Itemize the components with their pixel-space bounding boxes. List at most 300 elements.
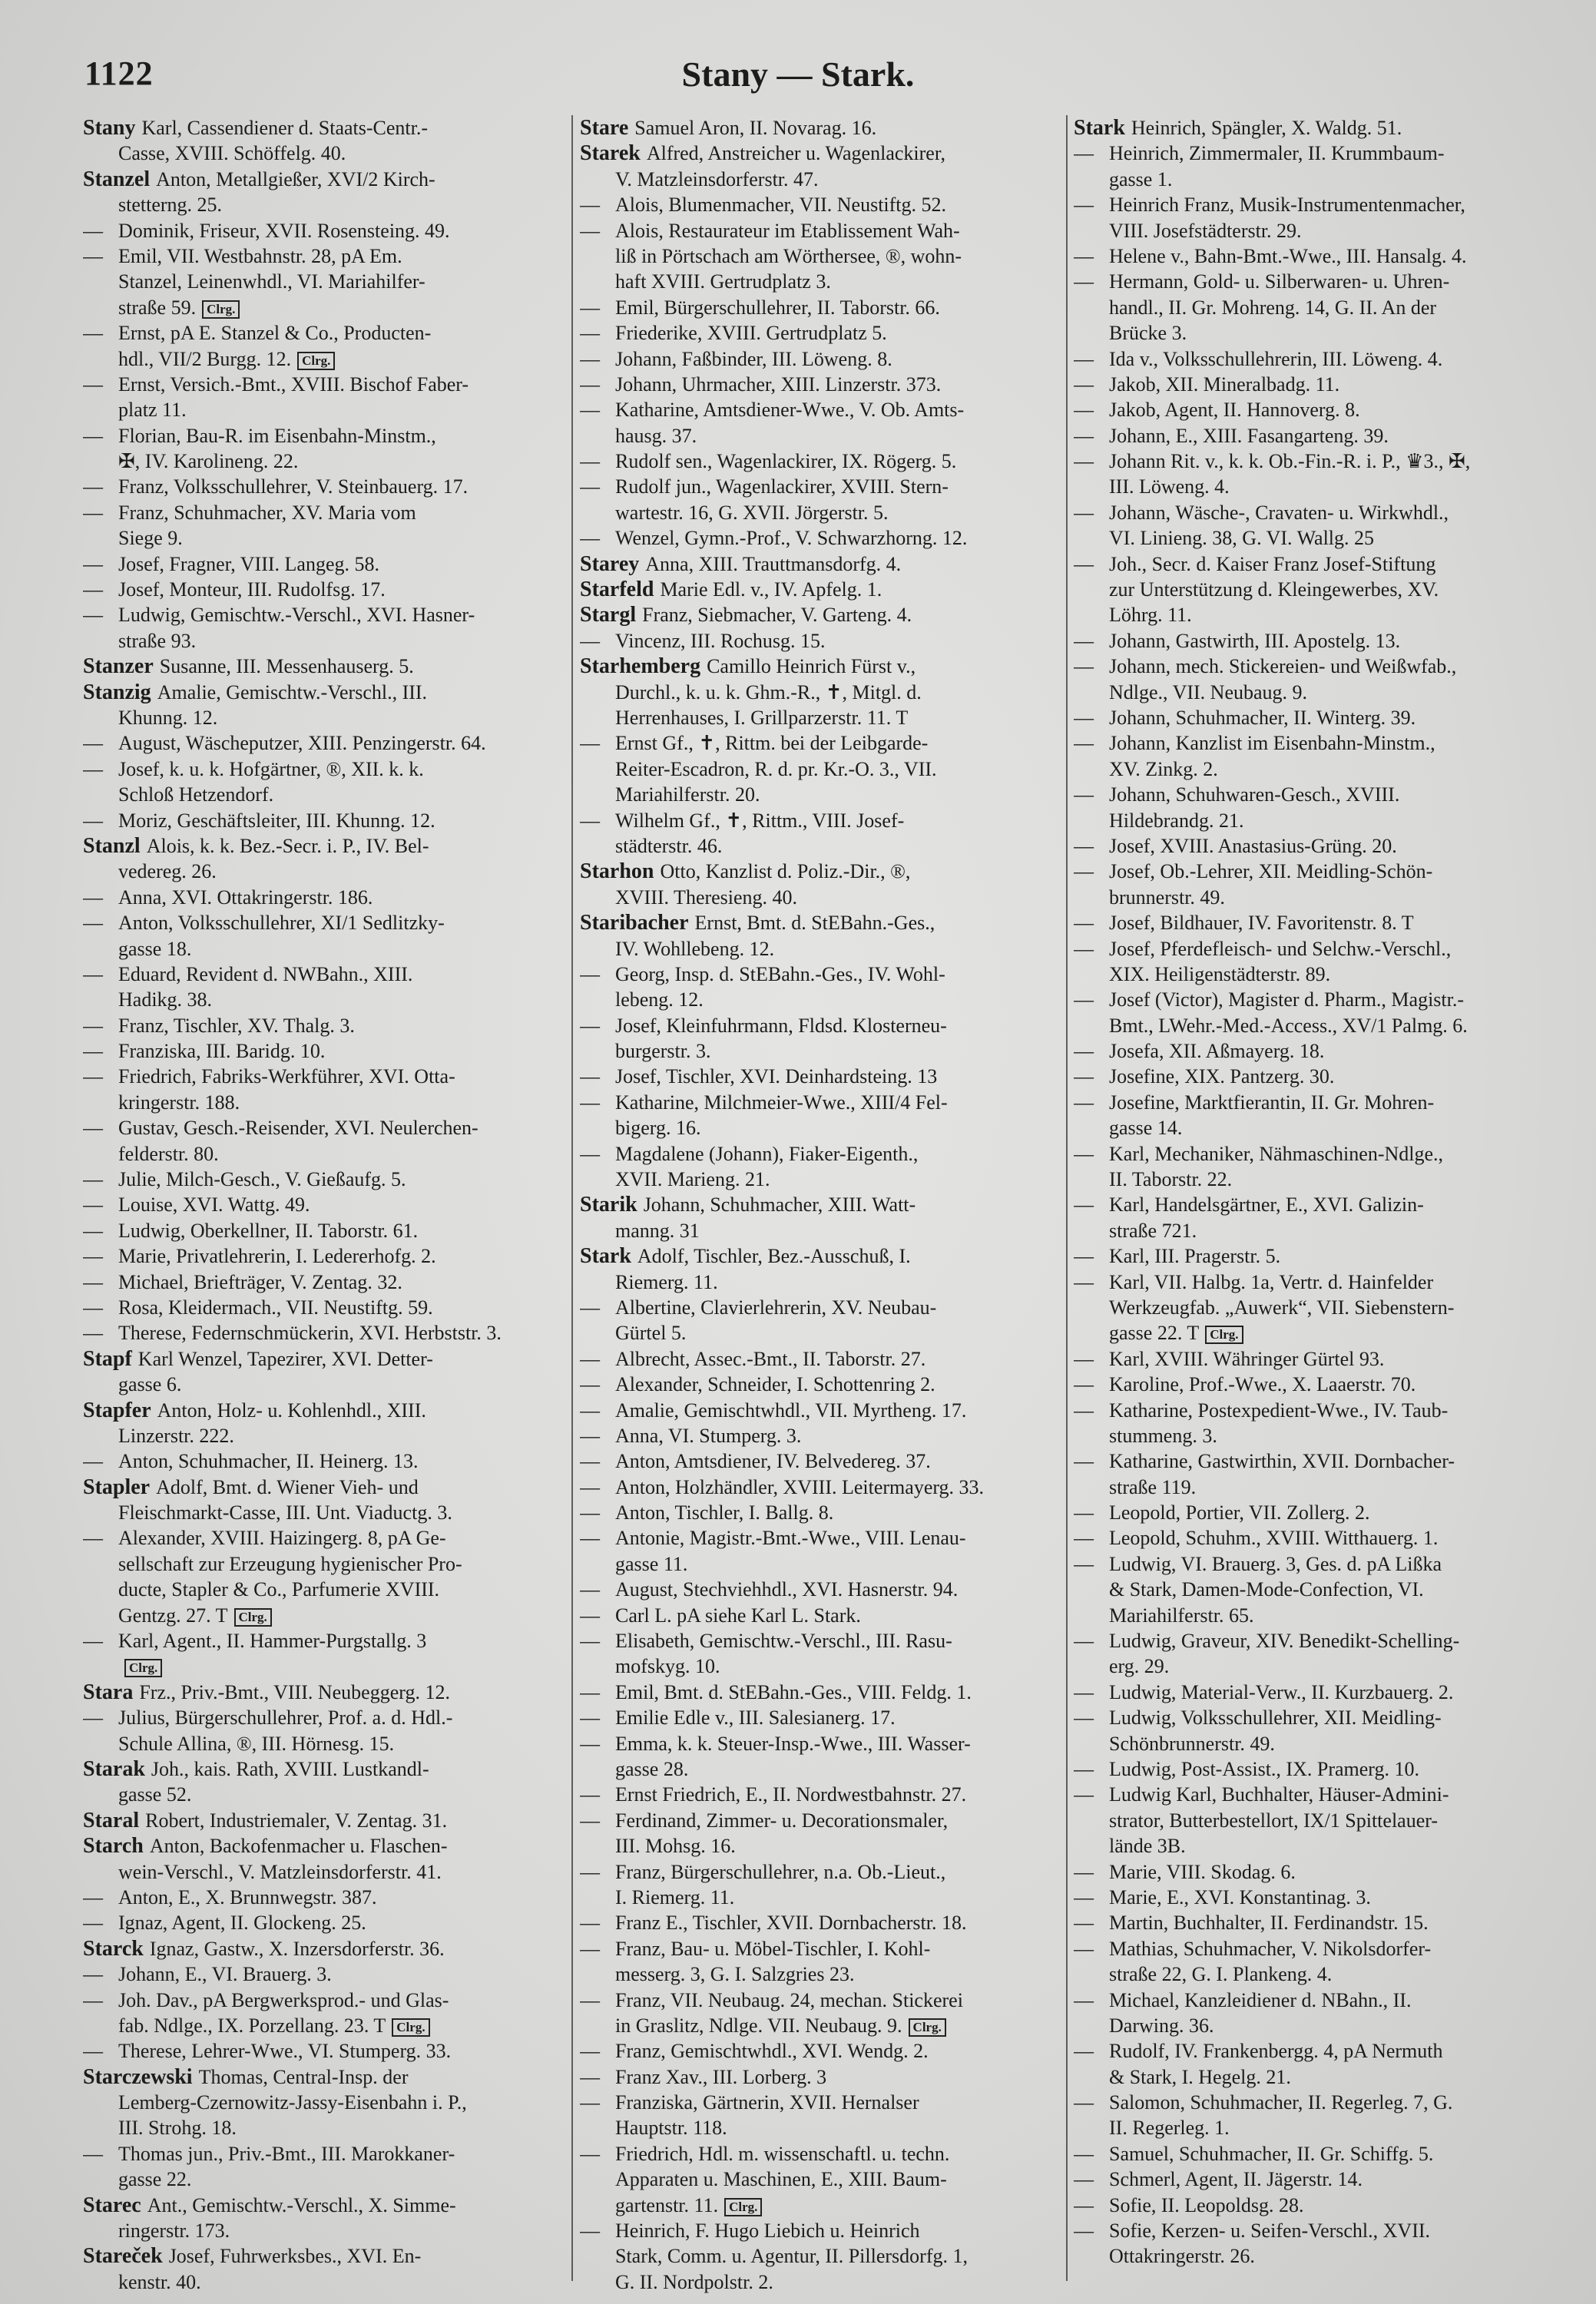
entry-text: Anton, Volksschullehrer, XI/1 Sedlitzky- bbox=[118, 912, 445, 935]
repeat-dash: — bbox=[1074, 244, 1094, 267]
repeat-dash: — bbox=[580, 962, 600, 985]
entry-continuation bbox=[83, 628, 567, 654]
entry-subline bbox=[83, 474, 567, 499]
surname: Staral bbox=[83, 1808, 140, 1832]
entry-text: Ludwig, Volksschullehrer, XII. Meidling- bbox=[1109, 1706, 1442, 1730]
entry-subline bbox=[83, 551, 567, 577]
repeat-dash: — bbox=[1074, 372, 1094, 396]
entry-headline bbox=[83, 1680, 567, 1705]
repeat-dash: — bbox=[83, 219, 103, 242]
entry-subline bbox=[580, 397, 1064, 422]
entry-continuation bbox=[1074, 1808, 1565, 1833]
repeat-dash: — bbox=[1074, 1193, 1094, 1217]
repeat-dash: — bbox=[1074, 1758, 1094, 1780]
entry-text: ✠, IV. Karolineng. 22. bbox=[118, 450, 299, 473]
entry-text: gasse 22. T bbox=[1109, 1322, 1200, 1345]
entry-continuation bbox=[83, 1551, 567, 1577]
entry-text: Josef, Fragner, VIII. Langeg. 58. bbox=[118, 552, 379, 575]
surname: Stapler bbox=[83, 1475, 151, 1499]
entry-text: Khunng. 12. bbox=[118, 706, 218, 729]
entry-subline bbox=[1074, 1064, 1565, 1089]
entry-headline bbox=[580, 1192, 1064, 1217]
entry-subline bbox=[580, 2218, 1064, 2243]
entry-subline bbox=[83, 1243, 567, 1269]
repeat-dash: — bbox=[1074, 1450, 1094, 1473]
entry-text: I. Riemerg. 11. bbox=[615, 1885, 735, 1908]
repeat-dash: — bbox=[83, 604, 103, 627]
entry-text: kenstr. 40. bbox=[118, 2270, 201, 2293]
entry-continuation bbox=[83, 2269, 567, 2295]
entry-text: Karl, VII. Halbg. 1a, Vertr. d. Hainfelder bbox=[1109, 1270, 1434, 1293]
entry-subline bbox=[83, 808, 567, 833]
entry-subline bbox=[83, 1270, 567, 1295]
repeat-dash: — bbox=[1074, 937, 1094, 960]
repeat-dash: — bbox=[580, 527, 600, 550]
repeat-dash: — bbox=[1074, 399, 1094, 422]
entry-text: lände 3B. bbox=[1109, 1835, 1186, 1858]
entry-subline bbox=[1074, 910, 1565, 935]
entry-text: Samuel Aron, II. Novarag. 16. bbox=[634, 117, 877, 139]
surname: Stara bbox=[83, 1680, 134, 1704]
entry-subline bbox=[1074, 500, 1565, 525]
entry-continuation bbox=[1074, 525, 1565, 551]
entry-continuation bbox=[580, 680, 1064, 705]
entry-text: Durchl., k. u. k. Ghm.-R., ✝, Mitgl. d. bbox=[615, 680, 922, 703]
repeat-dash: — bbox=[580, 2142, 600, 2165]
entry-text: Jakob, Agent, II. Hannoverg. 8. bbox=[1109, 399, 1360, 422]
entry-headline bbox=[580, 1243, 1064, 1269]
entry-continuation bbox=[83, 859, 567, 884]
entry-subline bbox=[1074, 705, 1565, 730]
entry-text: Johann, mech. Stickereien- und Weißwfab., bbox=[1109, 655, 1457, 678]
entry-continuation bbox=[1074, 1295, 1565, 1320]
entry-text: Karl, III. Pragerstr. 5. bbox=[1109, 1245, 1281, 1268]
entry-subline bbox=[1074, 1448, 1565, 1474]
entry-text: Riemerg. 11. bbox=[615, 1270, 718, 1293]
entry-subline bbox=[83, 1295, 567, 1320]
repeat-dash: — bbox=[83, 424, 103, 447]
entry-continuation bbox=[580, 167, 1064, 192]
entry-continuation bbox=[83, 1090, 567, 1115]
entry-text: Franz, Gemischtwhdl., XVI. Wendg. 2. bbox=[615, 2040, 929, 2063]
entry-text: Ernst Friedrich, E., II. Nordwestbahnstr. 27. bbox=[615, 1783, 967, 1806]
entry-subline bbox=[1074, 1680, 1565, 1705]
repeat-dash: — bbox=[83, 1885, 103, 1908]
repeat-dash: — bbox=[1074, 1706, 1094, 1730]
entry-text: Rudolf, IV. Frankenbergg. 4, pA Nermuth bbox=[1109, 2040, 1443, 2063]
entry-text: Emil, VII. Westbahnstr. 28, pA Em. bbox=[118, 244, 402, 267]
repeat-dash: — bbox=[1074, 501, 1094, 524]
repeat-dash: — bbox=[83, 552, 103, 575]
surname: Stark bbox=[580, 1244, 631, 1269]
repeat-dash: — bbox=[580, 732, 600, 755]
entry-continuation bbox=[1074, 1423, 1565, 1448]
entry-headline bbox=[83, 1346, 567, 1372]
entry-text: Marie, VIII. Skodag. 6. bbox=[1109, 1860, 1296, 1883]
entry-continuation bbox=[580, 782, 1064, 807]
repeat-dash: — bbox=[1074, 1527, 1094, 1550]
repeat-dash: — bbox=[83, 809, 103, 832]
repeat-dash: — bbox=[1074, 1091, 1094, 1114]
entry-text: Franz, Volksschullehrer, V. Steinbauerg. 17. bbox=[118, 475, 469, 498]
entry-continuation bbox=[83, 2167, 567, 2192]
entry-text: Johann, Kanzlist im Eisenbahn-Minstm., bbox=[1109, 732, 1435, 755]
entry-text: Martin, Buchhalter, II. Ferdinandstr. 15. bbox=[1109, 1912, 1429, 1935]
entry-text: Joh., Secr. d. Kaiser Franz Josef-Stiftung bbox=[1109, 552, 1436, 575]
surname: Stark bbox=[1074, 116, 1125, 140]
repeat-dash: — bbox=[1074, 2142, 1094, 2165]
entry-text: liß in Pörtschach am Wörthersee, ®, wohn- bbox=[615, 244, 962, 267]
entry-text: Louise, XVI. Wattg. 49. bbox=[118, 1193, 310, 1217]
entry-continuation bbox=[580, 243, 1064, 269]
entry-text: & Stark, I. Hegelg. 21. bbox=[1109, 2065, 1291, 2088]
entry-text: Franz, VII. Neubaug. 24, mechan. Stickerei bbox=[615, 1988, 963, 2011]
entry-subline bbox=[83, 1988, 567, 2013]
entry-subline bbox=[1074, 1090, 1565, 1115]
repeat-dash: — bbox=[580, 1732, 600, 1755]
entry-subline bbox=[1074, 936, 1565, 962]
entry-subline bbox=[83, 1013, 567, 1038]
entry-text: VI. Linieng. 38, G. VI. Wallg. 25 bbox=[1109, 527, 1375, 550]
repeat-dash: — bbox=[580, 1501, 600, 1524]
repeat-dash: — bbox=[580, 1065, 600, 1088]
entry-text: Johann, E., XIII. Fasangarteng. 39. bbox=[1109, 424, 1389, 447]
entry-text: Herrenhauses, I. Grillparzerstr. 11. T bbox=[615, 706, 909, 729]
entry-text: Heinrich Franz, Musik-Instrumentenmacher, bbox=[1109, 194, 1465, 217]
entry-continuation bbox=[580, 885, 1064, 910]
entry-subline bbox=[1074, 833, 1565, 859]
entry-text: handl., II. Gr. Mohreng. 14, G. II. An der bbox=[1109, 296, 1437, 319]
repeat-dash: — bbox=[83, 1527, 103, 1550]
entry-headline bbox=[580, 115, 1064, 141]
entry-text: Sofie, II. Leopoldsg. 28. bbox=[1109, 2193, 1304, 2216]
repeat-dash: — bbox=[580, 399, 600, 422]
entry-text: bigerg. 16. bbox=[615, 1117, 701, 1140]
clearing-badge: Clrg. bbox=[234, 1608, 272, 1627]
surname: Starczewski bbox=[83, 2064, 193, 2089]
entry-continuation bbox=[1074, 1218, 1565, 1243]
entry-subline bbox=[580, 449, 1064, 474]
entry-text: Karl, Cassendiener d. Staats-Centr.- bbox=[141, 117, 429, 139]
entry-text: Alois, k. k. Bez.-Secr. i. P., IV. Bel- bbox=[146, 834, 429, 857]
repeat-dash: — bbox=[580, 194, 600, 217]
surname: Stapfer bbox=[83, 1398, 151, 1422]
entry-text: Fleischmarkt-Casse, III. Unt. Viaductg. 3. bbox=[118, 1501, 452, 1524]
surname: Stargl bbox=[580, 603, 637, 627]
entry-text: Franziska, III. Baridg. 10. bbox=[118, 1040, 326, 1063]
entry-continuation bbox=[580, 1885, 1064, 1910]
entry-continuation bbox=[83, 705, 567, 730]
entry-continuation bbox=[580, 1038, 1064, 1064]
entry-text: Mathias, Schuhmacher, V. Nikolsdorfer- bbox=[1109, 1937, 1432, 1960]
entry-text: Schmerl, Agent, II. Jägerstr. 14. bbox=[1109, 2168, 1363, 2191]
clearing-badge: Clrg. bbox=[202, 300, 240, 319]
entry-headline bbox=[83, 1756, 567, 1782]
entry-subline bbox=[580, 1423, 1064, 1448]
column-divider bbox=[1066, 115, 1068, 2281]
repeat-dash: — bbox=[580, 1860, 600, 1883]
entry-subline bbox=[580, 1372, 1064, 1397]
repeat-dash: — bbox=[1074, 270, 1094, 293]
entry-text: Schönbrunnerstr. 49. bbox=[1109, 1732, 1275, 1755]
entry-subline bbox=[1074, 1756, 1565, 1782]
entry-text: Florian, Bau-R. im Eisenbahn-Minstm., bbox=[118, 424, 436, 447]
entry-text: Therese, Lehrer-Wwe., VI. Stumperg. 33. bbox=[118, 2040, 452, 2063]
entry-subline bbox=[1074, 2090, 1565, 2115]
clearing-badge: Clrg. bbox=[124, 1659, 162, 1677]
entry-text: Adolf, Tischler, Bez.-Ausschuß, I. bbox=[637, 1245, 911, 1268]
entry-text: haft XVIII. Gertrudplatz 3. bbox=[615, 270, 831, 293]
entry-subline bbox=[580, 1988, 1064, 2013]
repeat-dash: — bbox=[580, 1296, 600, 1319]
entry-continuation bbox=[580, 936, 1064, 962]
entry-subline bbox=[83, 1038, 567, 1064]
entry-text: Hauptstr. 118. bbox=[615, 2117, 727, 2140]
repeat-dash: — bbox=[83, 244, 103, 267]
repeat-dash: — bbox=[580, 1809, 600, 1832]
entry-text: Magdalene (Johann), Fiaker-Eigenth., bbox=[615, 1142, 919, 1165]
entry-text: II. Taborstr. 22. bbox=[1109, 1168, 1233, 1191]
entry-continuation bbox=[580, 2167, 1064, 2192]
entry-text: Adolf, Bmt. d. Wiener Vieh- und bbox=[156, 1475, 419, 1498]
entry-headline bbox=[83, 1833, 567, 1859]
entry-text: Ludwig, Post-Assist., IX. Pramerg. 10. bbox=[1109, 1758, 1419, 1780]
surname: Stareček bbox=[83, 2244, 163, 2269]
repeat-dash: — bbox=[83, 1117, 103, 1140]
entry-text: Leopold, Schuhm., XVIII. Witthauerg. 1. bbox=[1109, 1527, 1439, 1550]
entry-subline bbox=[1074, 1398, 1565, 1423]
entry-subline bbox=[83, 962, 567, 987]
entry-text: sellschaft zur Erzeugung hygienischer Pro- bbox=[118, 1552, 462, 1575]
entry-continuation bbox=[83, 192, 567, 217]
entry-text: Moriz, Geschäftsleiter, III. Khunng. 12. bbox=[118, 809, 435, 832]
entry-text: II. Regerleg. 1. bbox=[1109, 2117, 1230, 2140]
entry-continuation bbox=[580, 2269, 1064, 2295]
entry-continuation bbox=[83, 1577, 567, 1602]
entry-text: XVII. Marieng. 21. bbox=[615, 1168, 770, 1191]
repeat-dash: — bbox=[580, 296, 600, 319]
entry-text: Darwing. 36. bbox=[1109, 2014, 1214, 2037]
entry-subline bbox=[1074, 372, 1565, 397]
entry-text: straße 59. bbox=[118, 296, 197, 319]
entry-text: Michael, Kanzleidiener d. NBahn., II. bbox=[1109, 1988, 1412, 2011]
entry-continuation bbox=[1074, 295, 1565, 320]
entry-subline bbox=[1074, 628, 1565, 654]
entry-text: Eduard, Revident d. NWBahn., XIII. bbox=[118, 962, 413, 985]
repeat-dash: — bbox=[83, 372, 103, 396]
repeat-dash: — bbox=[1074, 2193, 1094, 2216]
entry-headline bbox=[83, 2193, 567, 2218]
repeat-dash: — bbox=[83, 1040, 103, 1063]
entry-text: VIII. Josefstädterstr. 29. bbox=[1109, 219, 1302, 242]
repeat-dash: — bbox=[580, 809, 600, 832]
entry-text: Rosa, Kleidermach., VII. Neustiftg. 59. bbox=[118, 1296, 433, 1319]
entry-text: Karoline, Prof.-Wwe., X. Laaerstr. 70. bbox=[1109, 1373, 1416, 1396]
entry-subline bbox=[1074, 1910, 1565, 1935]
entry-continuation bbox=[83, 269, 567, 294]
entry-continuation bbox=[1074, 1115, 1565, 1140]
entry-text: Franz, Siebmacher, V. Garteng. 4. bbox=[642, 604, 912, 627]
entry-text: August, Wäscheputzer, XIII. Penzingerstr. 64. bbox=[118, 732, 486, 755]
entry-text: Ida v., Volksschullehrerin, III. Löweng. 4. bbox=[1109, 347, 1443, 370]
repeat-dash: — bbox=[1074, 2040, 1094, 2063]
repeat-dash: — bbox=[1074, 1783, 1094, 1806]
entry-continuation bbox=[1074, 1833, 1565, 1859]
entry-text: Werkzeugfab. „Auwerk“, VII. Siebenstern- bbox=[1109, 1296, 1455, 1319]
entry-text: vedereg. 26. bbox=[118, 860, 217, 883]
entry-headline bbox=[580, 859, 1064, 884]
repeat-dash: — bbox=[83, 732, 103, 755]
repeat-dash: — bbox=[1074, 1501, 1094, 1524]
entry-text: gartenstr. 11. bbox=[615, 2193, 719, 2216]
entry-continuation bbox=[1074, 2243, 1565, 2269]
entry-continuation bbox=[83, 2013, 567, 2038]
entry-subline bbox=[1074, 2141, 1565, 2167]
entry-subline bbox=[83, 885, 567, 910]
entry-subline bbox=[580, 1141, 1064, 1167]
entry-text: Wenzel, Gymn.-Prof., V. Schwarzhorng. 12. bbox=[615, 527, 968, 550]
entry-text: Rudolf sen., Wagenlackirer, IX. Rögerg. 5. bbox=[615, 450, 957, 473]
entry-text: Otto, Kanzlist d. Poliz.-Dir., ®, bbox=[660, 860, 911, 883]
entry-text: Michael, Briefträger, V. Zentag. 32. bbox=[118, 1270, 402, 1293]
entry-continuation bbox=[1074, 1167, 1565, 1192]
entry-subline bbox=[580, 525, 1064, 551]
entry-headline bbox=[83, 2064, 567, 2090]
entry-subline bbox=[580, 1090, 1064, 1115]
entry-text: Ludwig, Oberkellner, II. Taborstr. 61. bbox=[118, 1219, 419, 1242]
repeat-dash: — bbox=[83, 1270, 103, 1293]
entry-text: Gürtel 5. bbox=[615, 1322, 687, 1345]
entry-text: Lemberg-Czernowitz-Jassy-Eisenbahn i. P., bbox=[118, 2091, 467, 2114]
repeat-dash: — bbox=[83, 578, 103, 601]
entry-subline bbox=[580, 1577, 1064, 1602]
column-3 bbox=[1074, 115, 1565, 2269]
entry-continuation bbox=[83, 1782, 567, 1807]
entry-subline bbox=[83, 1961, 567, 1987]
repeat-dash: — bbox=[580, 1475, 600, 1498]
repeat-dash: — bbox=[83, 886, 103, 909]
entry-text: lebeng. 12. bbox=[615, 988, 704, 1011]
entry-continuation bbox=[580, 987, 1064, 1012]
surname: Starch bbox=[83, 1834, 144, 1859]
entry-subline bbox=[580, 1680, 1064, 1705]
entry-text: gasse 22. bbox=[118, 2168, 192, 2191]
entry-subline bbox=[1074, 2038, 1565, 2064]
entry-continuation bbox=[83, 1654, 567, 1679]
entry-subline bbox=[580, 2090, 1064, 2115]
entry-text: Apparaten u. Maschinen, E., XIII. Baum- bbox=[615, 2168, 947, 2191]
entry-text: Franz Xav., III. Lorberg. 3 bbox=[615, 2065, 827, 2088]
entry-text: Susanne, III. Messenhauserg. 5. bbox=[159, 655, 414, 678]
entry-text: Ernst, pA E. Stanzel & Co., Producten- bbox=[118, 322, 432, 345]
repeat-dash: — bbox=[1074, 629, 1094, 652]
entry-subline bbox=[580, 962, 1064, 987]
entry-subline bbox=[1074, 1936, 1565, 1961]
entry-subline bbox=[580, 1295, 1064, 1320]
entry-text: Carl L. pA siehe Karl L. Stark. bbox=[615, 1604, 861, 1627]
page-number: 1122 bbox=[84, 55, 154, 92]
entry-headline bbox=[83, 1398, 567, 1423]
entry-headline bbox=[83, 680, 567, 705]
entry-text: städterstr. 46. bbox=[615, 834, 723, 857]
repeat-dash: — bbox=[1074, 1040, 1094, 1063]
entry-text: & Stark, Damen-Mode-Confection, VI. bbox=[1109, 1578, 1424, 1601]
entry-continuation bbox=[1074, 885, 1565, 910]
repeat-dash: — bbox=[580, 2220, 600, 2243]
repeat-dash: — bbox=[1074, 142, 1094, 165]
entry-text: Schloß Hetzendorf. bbox=[118, 783, 274, 806]
entry-text: IV. Wohllebeng. 12. bbox=[615, 937, 775, 960]
entry-subline bbox=[83, 372, 567, 397]
clearing-badge: Clrg. bbox=[392, 2018, 429, 2037]
surname: Starak bbox=[83, 1757, 145, 1781]
entry-text: Hadikg. 38. bbox=[118, 988, 213, 1011]
entry-subline bbox=[580, 1628, 1064, 1654]
entry-text: gasse 1. bbox=[1109, 167, 1173, 190]
entry-continuation bbox=[1074, 474, 1565, 499]
entry-subline bbox=[580, 1013, 1064, 1038]
repeat-dash: — bbox=[83, 1065, 103, 1088]
entry-text: Josef, Tischler, XVI. Deinhardsteing. 13 bbox=[615, 1065, 938, 1088]
entry-text: Mariahilferstr. 20. bbox=[615, 783, 760, 806]
entry-continuation bbox=[1074, 1603, 1565, 1628]
repeat-dash: — bbox=[83, 322, 103, 345]
entry-subline bbox=[580, 1936, 1064, 1961]
entry-subline bbox=[1074, 2167, 1565, 2192]
repeat-dash: — bbox=[580, 1424, 600, 1447]
entry-text: Ottakringerstr. 26. bbox=[1109, 2245, 1255, 2268]
entry-continuation bbox=[580, 1167, 1064, 1192]
entry-continuation bbox=[1074, 577, 1565, 602]
repeat-dash: — bbox=[1074, 1399, 1094, 1422]
entry-continuation bbox=[580, 1654, 1064, 1679]
entry-text: gasse 6. bbox=[118, 1373, 182, 1396]
repeat-dash: — bbox=[580, 322, 600, 345]
entry-text: Leopold, Portier, VII. Zollerg. 2. bbox=[1109, 1501, 1370, 1524]
entry-subline bbox=[83, 577, 567, 602]
entry-text: Ernst, Bmt. d. StEBahn.-Ges., bbox=[694, 912, 935, 935]
entry-subline bbox=[580, 2038, 1064, 2064]
repeat-dash: — bbox=[1074, 1885, 1094, 1908]
entry-text: Karl Wenzel, Tapezirer, XVI. Detter- bbox=[137, 1347, 433, 1370]
repeat-dash: — bbox=[1074, 1270, 1094, 1293]
repeat-dash: — bbox=[83, 1450, 103, 1473]
surname: Starfeld bbox=[580, 578, 654, 602]
entry-subline bbox=[580, 474, 1064, 499]
entry-text: Samuel, Schuhmacher, II. Gr. Schiffg. 5. bbox=[1109, 2142, 1434, 2165]
entry-text: Katharine, Milchmeier-Wwe., XIII/4 Fel- bbox=[615, 1091, 948, 1114]
entry-subline bbox=[83, 1192, 567, 1217]
entry-text: Josef, Kleinfuhrmann, Fldsd. Klosterneu- bbox=[615, 1014, 947, 1037]
entry-text: V. Matzleinsdorferstr. 47. bbox=[615, 167, 819, 190]
entry-subline bbox=[83, 218, 567, 243]
repeat-dash: — bbox=[83, 912, 103, 935]
repeat-dash: — bbox=[83, 1706, 103, 1730]
entry-subline bbox=[1074, 987, 1565, 1012]
entry-text: Salomon, Schuhmacher, II. Regerleg. 7, G. bbox=[1109, 2091, 1453, 2114]
entry-text: Albrecht, Assec.-Bmt., II. Taborstr. 27. bbox=[615, 1347, 926, 1370]
entry-subline bbox=[83, 1525, 567, 1551]
entry-continuation bbox=[580, 705, 1064, 730]
surname: Stanzel bbox=[83, 167, 151, 191]
entry-continuation bbox=[1074, 962, 1565, 987]
repeat-dash: — bbox=[580, 1706, 600, 1730]
repeat-dash: — bbox=[1074, 1937, 1094, 1960]
repeat-dash: — bbox=[1074, 424, 1094, 447]
entry-text: Anna, VI. Stumperg. 3. bbox=[615, 1424, 802, 1447]
repeat-dash: — bbox=[83, 2142, 103, 2165]
entry-text: August, Stechviehhdl., XVI. Hasnerstr. 94. bbox=[615, 1578, 959, 1601]
